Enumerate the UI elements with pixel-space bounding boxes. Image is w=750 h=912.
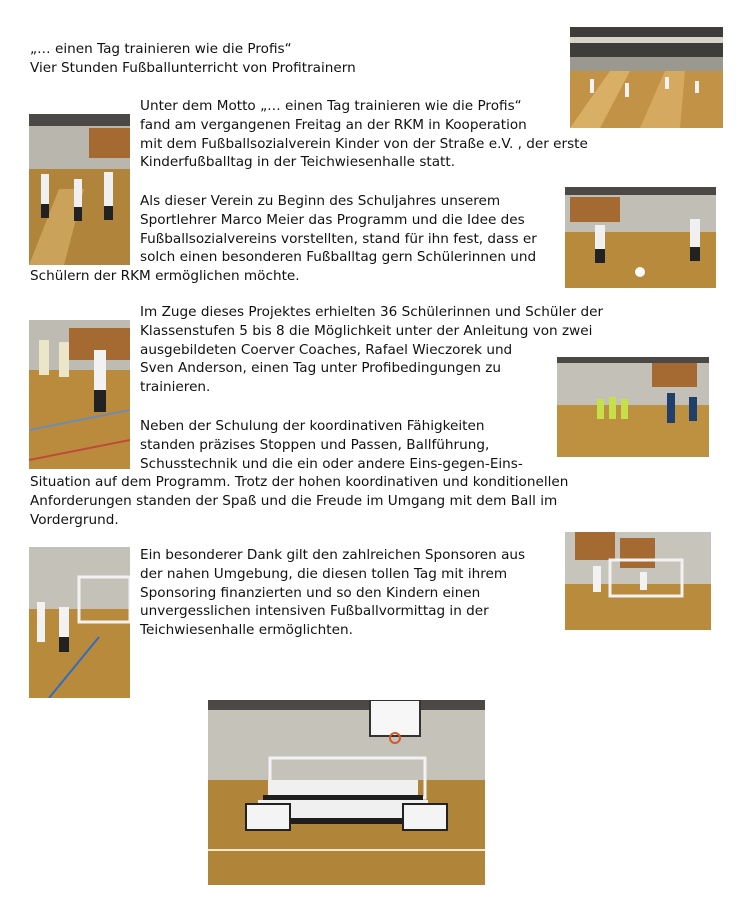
photo-goal-shot bbox=[565, 532, 711, 630]
photo-coach-and-kids bbox=[29, 320, 130, 469]
paragraph-line: Vordergrund. bbox=[30, 511, 119, 528]
paragraph-line: Anforderungen standen der Spaß und die Freude im Umgang mit dem Ball im bbox=[30, 493, 558, 510]
photo-hall-overview bbox=[570, 27, 723, 128]
paragraph-line: ausgebildeten Coerver Coaches, Rafael Wieczorek und bbox=[140, 341, 513, 358]
paragraph-line: standen präzises Stoppen und Passen, Ballführung, bbox=[140, 436, 490, 453]
article-subtitle: Vier Stunden Fußballunterricht von Profitrainern bbox=[30, 59, 356, 76]
paragraph-line: Als dieser Verein zu Beginn des Schuljahres unserem bbox=[140, 193, 501, 209]
paragraph-5 bbox=[140, 546, 525, 640]
paragraph-line: fand am vergangenen Freitag an der RKM in Kooperation bbox=[140, 116, 527, 133]
paragraph-line: Sportlehrer Marco Meier das Programm und die Idee des bbox=[140, 211, 525, 228]
paragraph-line: solch einen besonderen Fußballtag gern Schülerinnen und bbox=[140, 249, 537, 266]
paragraph-line: Klassenstufen 5 bis 8 die Möglichkeit unter der Anleitung von zwei bbox=[140, 322, 593, 339]
paragraph-line: Schusstechnik und die ein oder andere Eins-gegen-Eins- bbox=[140, 455, 523, 472]
photo-kids-running bbox=[29, 114, 130, 265]
paragraph-line: Kinderfußballtag in der Teichwiesenhalle statt. bbox=[140, 154, 456, 171]
paragraph-line: trainieren. bbox=[140, 379, 211, 396]
paragraph-line: Situation auf dem Programm. Trotz der hohen koordinativen und konditionellen bbox=[30, 474, 569, 491]
paragraph-1 bbox=[140, 97, 588, 172]
paragraph-line: Teichwiesenhalle ermöglichten. bbox=[140, 622, 353, 639]
paragraph-line: Sven Anderson, einen Tag unter Profibedingungen zu bbox=[140, 360, 502, 377]
photo-group-drill bbox=[557, 357, 709, 457]
paragraph-line: Ein besonderer Dank gilt den zahlreichen Sponsoren aus bbox=[140, 547, 526, 563]
paragraph-line: Im Zuge dieses Projektes erhielten 36 Schülerinnen und Schüler der bbox=[140, 304, 604, 320]
paragraph-line: Fußballsozialvereins vorstellten, stand für ihn fest, dass er bbox=[140, 230, 537, 247]
article-title: „… einen Tag trainieren wie die Profis“ bbox=[30, 41, 292, 57]
article-heading bbox=[30, 40, 356, 78]
paragraph-line: Schülern der RKM ermöglichen möchte. bbox=[30, 268, 300, 285]
paragraph-line: mit dem Fußballsozialverein Kinder von der Straße e.V. , der erste bbox=[140, 135, 588, 152]
paragraph-line: Unter dem Motto „… einen Tag trainieren wie die Profis“ bbox=[140, 98, 522, 114]
paragraph-line: der nahen Umgebung, die diesen tollen Tag mit ihrem bbox=[140, 565, 508, 582]
paragraph-3 bbox=[140, 303, 603, 397]
photo-goalkeeper bbox=[29, 547, 130, 698]
paragraph-line: Sponsoring finanzierten und so den Kindern einen bbox=[140, 584, 481, 601]
paragraph-line: unvergesslichen intensiven Fußballvormittag in der bbox=[140, 603, 489, 620]
paragraph-line: Neben der Schulung der koordinativen Fähigkeiten bbox=[140, 418, 485, 434]
photo-ball-training bbox=[565, 187, 716, 288]
photo-team-group bbox=[208, 700, 485, 885]
